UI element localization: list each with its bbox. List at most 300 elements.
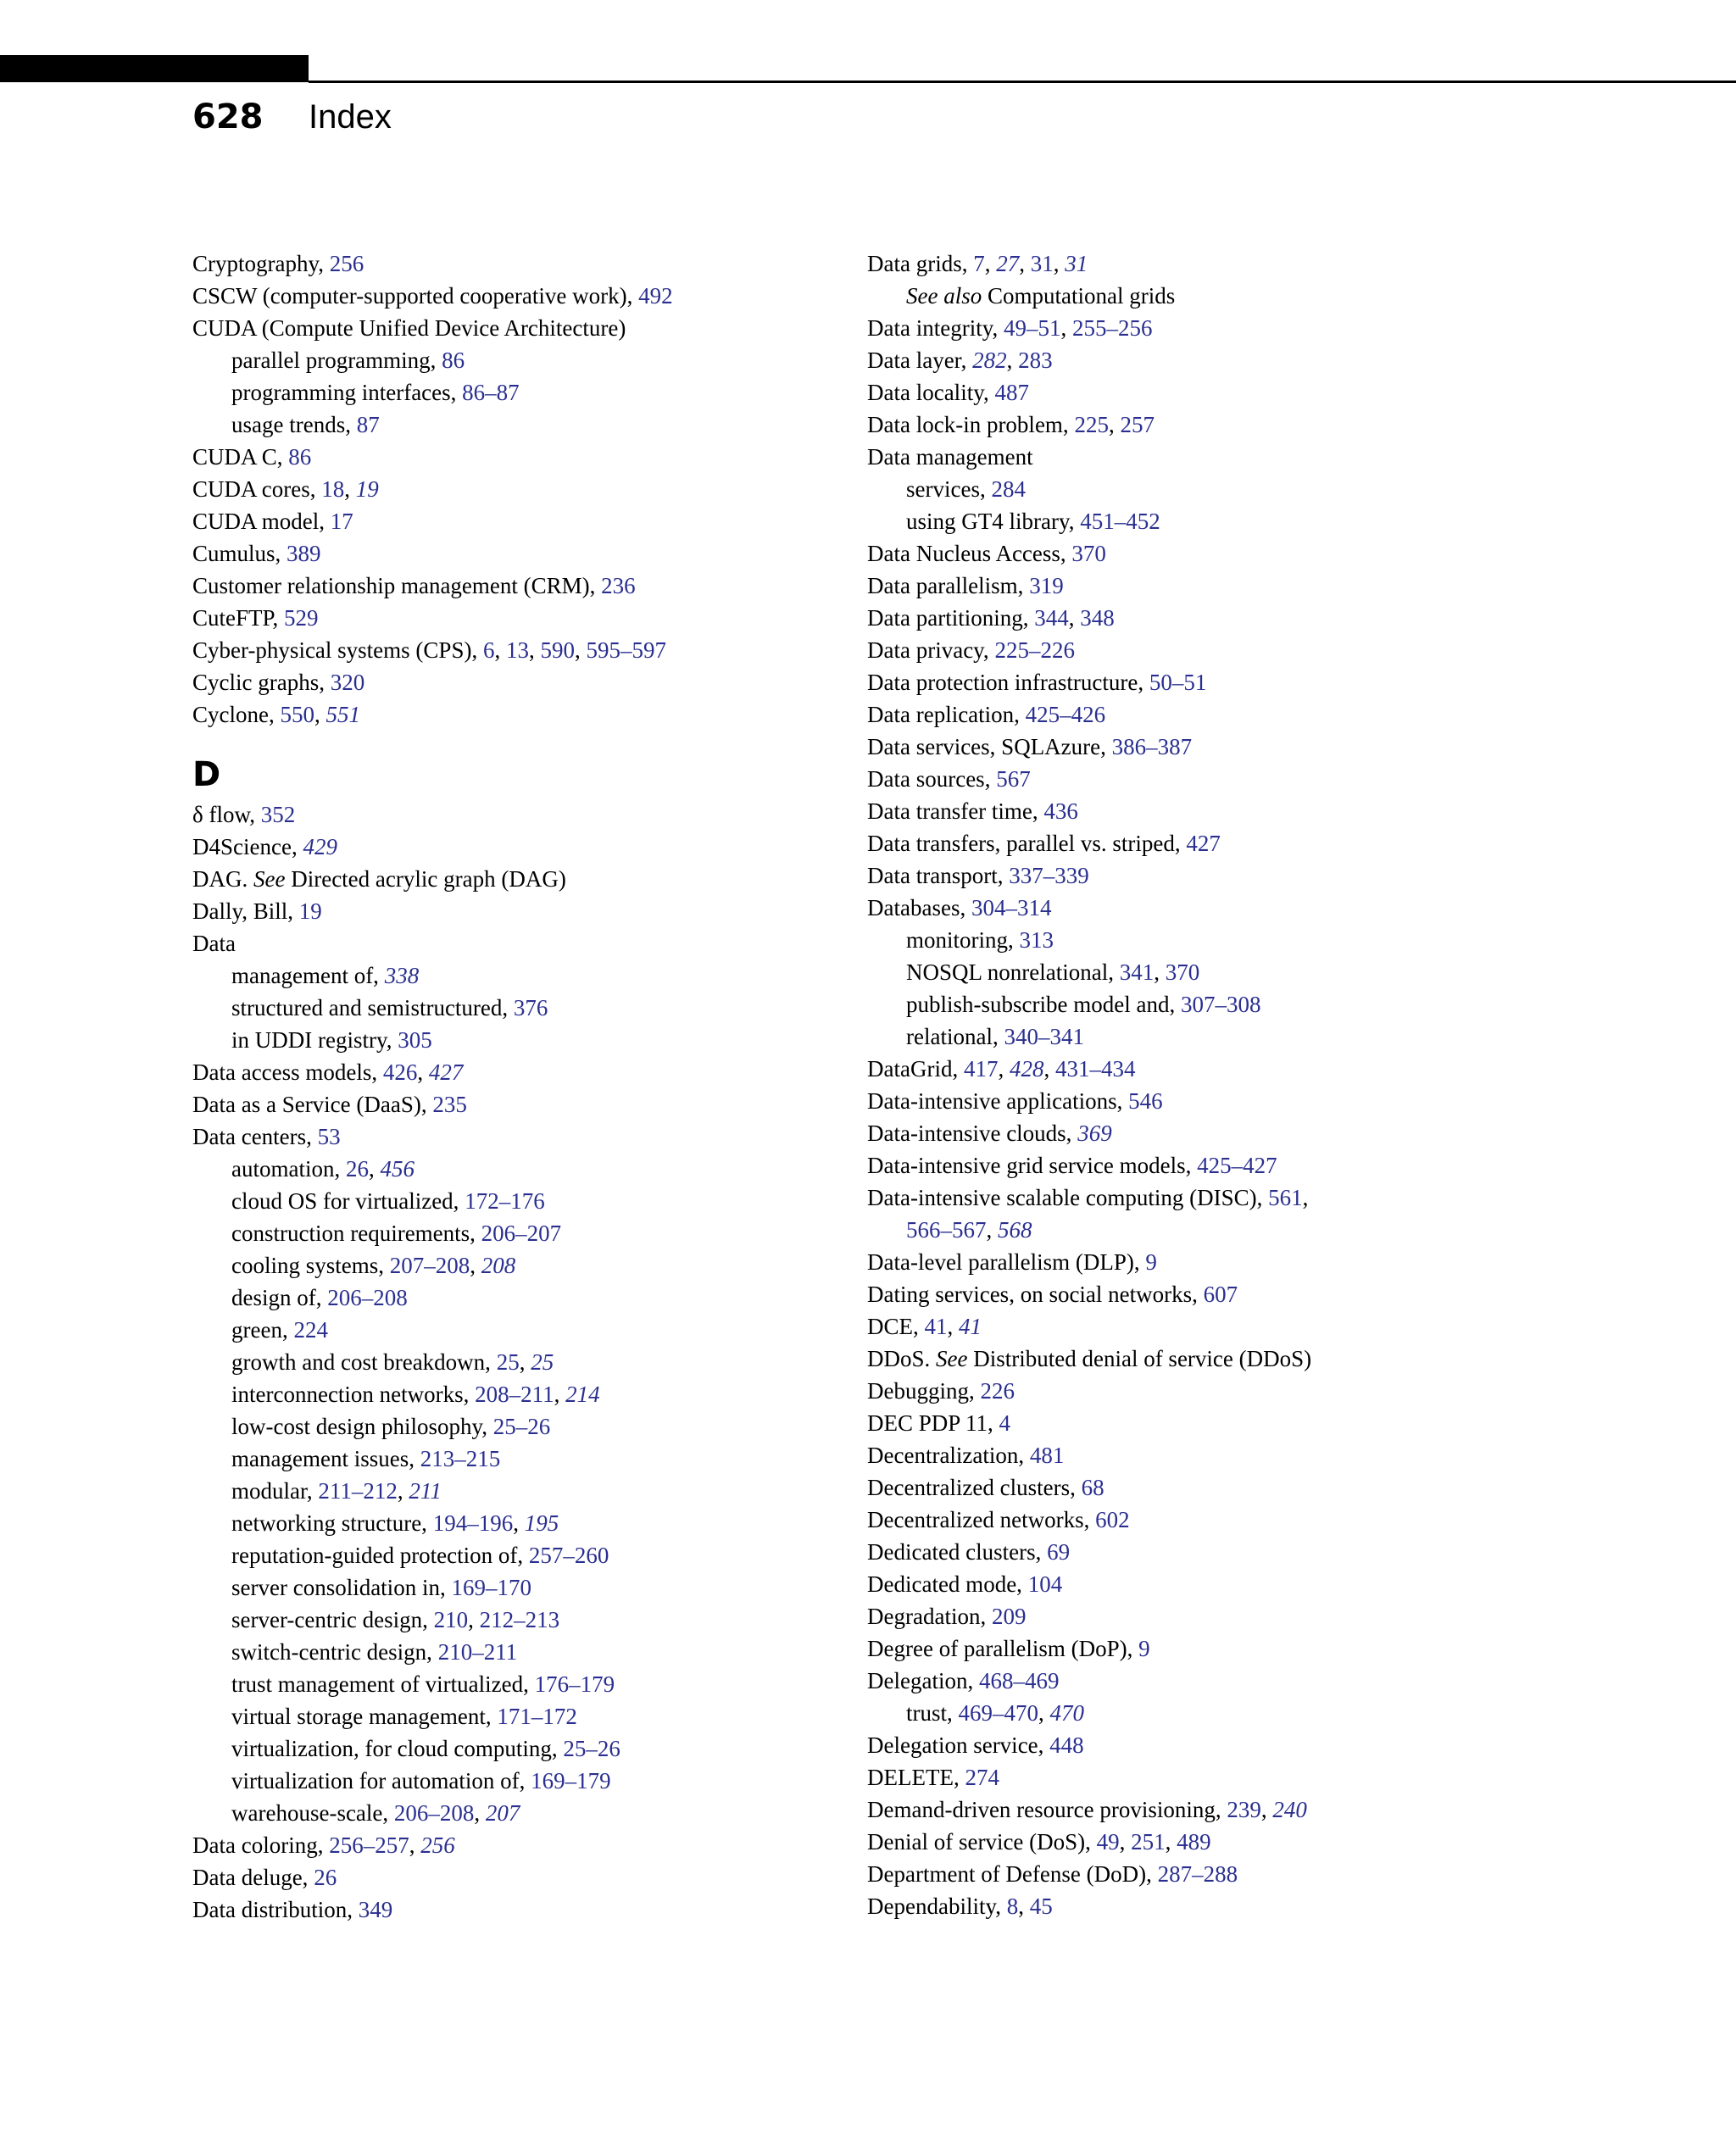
page-reference-link[interactable]: 602 <box>1095 1507 1130 1532</box>
index-entry <box>867 827 1562 859</box>
index-subentry <box>192 1636 845 1668</box>
page-reference-link[interactable]: 226 <box>980 1378 1015 1404</box>
page-reference-link[interactable]: 169–170 <box>451 1575 531 1600</box>
entry-text: Data-intensive scalable computing (DISC), <box>867 1185 1269 1210</box>
page-reference-link[interactable]: 26 <box>314 1865 337 1890</box>
index-entry <box>192 1088 845 1121</box>
entry-text: NOSQL nonrelational, <box>906 959 1120 985</box>
index-entry <box>192 602 845 634</box>
index-entry <box>192 505 845 537</box>
entry-text: modular, <box>231 1478 319 1504</box>
header-rule <box>309 81 1736 83</box>
entry-text: Data layer, <box>867 348 973 373</box>
page-reference-link[interactable]: 31 <box>1030 251 1054 276</box>
entry-text: Data deluge, <box>192 1865 314 1890</box>
index-entry <box>867 1214 1562 1246</box>
page-reference-link[interactable]: 45 <box>1029 1894 1053 1919</box>
index-subentry <box>192 1443 845 1475</box>
entry-text: management issues, <box>231 1446 420 1471</box>
entry-text: , <box>1019 251 1031 276</box>
page-reference-link[interactable]: 257–260 <box>528 1543 609 1568</box>
index-subentry <box>192 1024 845 1056</box>
entry-text: Computational grids <box>982 283 1176 309</box>
page-reference-link[interactable]: 224 <box>293 1317 328 1343</box>
index-entry <box>192 537 845 570</box>
page-reference-link[interactable]: 104 <box>1027 1571 1063 1597</box>
index-entry <box>867 1858 1562 1890</box>
page-reference-link[interactable]: 489 <box>1177 1829 1211 1855</box>
page-reference-link[interactable]: 352 <box>260 802 296 827</box>
page-reference-link[interactable]: 8 <box>1006 1894 1019 1919</box>
entry-text: management of, <box>231 963 385 988</box>
page-reference-link[interactable]: 529 <box>284 605 319 631</box>
entry-text: warehouse-scale, <box>231 1800 394 1826</box>
page-reference-link[interactable]: 239 <box>1227 1797 1261 1822</box>
page-reference-link[interactable]: 240 <box>1272 1797 1307 1822</box>
entry-text: , <box>1068 605 1081 631</box>
header-bar <box>0 55 309 82</box>
index-entry <box>192 441 845 473</box>
page-reference-link[interactable]: 551 <box>326 702 360 727</box>
entry-text: structured and semistructured, <box>231 995 514 1020</box>
index-entry <box>867 1826 1562 1858</box>
page-reference-link[interactable]: 53 <box>317 1124 341 1149</box>
page-reference-link[interactable]: 209 <box>991 1604 1027 1629</box>
entry-text: Delegation, <box>867 1668 979 1693</box>
index-entry <box>867 1504 1562 1536</box>
entry-text: Data partitioning, <box>867 605 1035 631</box>
index-subentry <box>192 1346 845 1378</box>
page-reference-link[interactable]: 255–256 <box>1071 315 1153 341</box>
page-reference-link[interactable]: 206–208 <box>327 1285 408 1310</box>
entry-text: , <box>1165 1829 1177 1855</box>
entry-text: trust, <box>906 1700 959 1726</box>
page-reference-link[interactable]: 319 <box>1029 573 1064 598</box>
index-subentry <box>192 1217 845 1249</box>
entry-text: CUDA model, <box>192 509 331 534</box>
page-reference-link[interactable]: 207 <box>485 1800 520 1826</box>
page-reference-link[interactable]: 427 <box>428 1059 464 1085</box>
index-subentry <box>192 1604 845 1636</box>
entry-text: , <box>986 1217 998 1243</box>
page-reference-link[interactable]: 274 <box>965 1765 999 1790</box>
index-entry <box>867 409 1562 441</box>
index-entry <box>192 570 845 602</box>
page-reference-link[interactable]: 607 <box>1203 1282 1238 1307</box>
page-reference-link[interactable]: 568 <box>998 1217 1032 1243</box>
page-reference-link[interactable]: 50–51 <box>1149 670 1207 695</box>
index-entry <box>867 1471 1562 1504</box>
page-reference-link[interactable]: 206–208 <box>393 1800 475 1826</box>
page-reference-link[interactable]: 417 <box>963 1056 999 1082</box>
index-subentry <box>192 1700 845 1732</box>
entry-text: DELETE, <box>867 1765 965 1790</box>
page-reference-link[interactable]: 370 <box>1165 959 1200 985</box>
index-entry <box>867 1536 1562 1568</box>
entry-text: , <box>417 1059 429 1085</box>
entry-text: Data coloring, <box>192 1832 330 1858</box>
page-reference-link[interactable]: 313 <box>1019 927 1054 953</box>
index-entry <box>192 1861 845 1894</box>
entry-text: Cyber-physical systems (CPS), <box>192 637 483 663</box>
page-reference-link[interactable]: 386–387 <box>1111 734 1193 759</box>
page-reference-link[interactable]: 429 <box>303 834 337 859</box>
page-reference-link[interactable]: 18 <box>321 476 345 502</box>
page-reference-link[interactable]: 566–567 <box>906 1217 987 1243</box>
entry-text: , <box>1006 348 1019 373</box>
page-reference-link[interactable]: 428 <box>1009 1056 1044 1082</box>
entry-text: Debugging, <box>867 1378 981 1404</box>
index-entry <box>867 312 1562 344</box>
page-reference-link[interactable]: 6 <box>482 637 495 663</box>
entry-text: , <box>1119 1829 1132 1855</box>
index-entry <box>192 473 845 505</box>
index-entry <box>867 731 1562 763</box>
entry-text: cooling systems, <box>231 1253 390 1278</box>
index-entry <box>867 1182 1562 1214</box>
page-reference-link[interactable]: 287–288 <box>1157 1861 1238 1887</box>
entry-text: Data-intensive applications, <box>867 1088 1129 1114</box>
entry-text: green, <box>231 1317 294 1343</box>
page-reference-link[interactable]: 469–470 <box>958 1700 1039 1726</box>
page-reference-link[interactable]: 41 <box>924 1314 948 1339</box>
entry-text: Decentralization, <box>867 1443 1030 1468</box>
entry-text: , <box>344 476 356 502</box>
page-reference-link[interactable]: 492 <box>638 283 673 309</box>
page-reference-link[interactable]: 256–257 <box>329 1832 409 1858</box>
page-reference-link[interactable]: 251 <box>1131 1829 1166 1855</box>
entry-text: Data transfer time, <box>867 798 1044 824</box>
index-entry <box>867 376 1562 409</box>
index-subentry <box>192 992 845 1024</box>
page-reference-link[interactable]: 320 <box>330 670 365 695</box>
index-subentry <box>192 1410 845 1443</box>
page-reference-link[interactable]: 169–179 <box>531 1768 611 1793</box>
page-reference-link[interactable]: 195 <box>524 1510 559 1536</box>
entry-text: , <box>947 1314 959 1339</box>
index-entry <box>867 1439 1562 1471</box>
page-reference-link[interactable]: 172–176 <box>465 1188 545 1214</box>
entry-text: low-cost design philosophy, <box>231 1414 493 1439</box>
index-entry <box>867 1085 1562 1117</box>
page-reference-link[interactable]: 208–211 <box>475 1382 554 1407</box>
entry-text: , <box>984 251 997 276</box>
entry-text: parallel programming, <box>231 348 442 373</box>
entry-text: Dedicated clusters, <box>867 1539 1048 1565</box>
page-reference-link[interactable]: 481 <box>1029 1443 1065 1468</box>
entry-text: , <box>1108 412 1121 437</box>
page-reference-link[interactable]: 26 <box>345 1156 369 1182</box>
page-reference-link[interactable]: 236 <box>601 573 636 598</box>
page-reference-link[interactable]: 451–452 <box>1080 509 1160 534</box>
page-reference-link[interactable]: 25 <box>496 1349 520 1375</box>
entry-text: Degradation, <box>867 1604 992 1629</box>
page-reference-link[interactable]: 25 <box>531 1349 554 1375</box>
index-entry <box>192 312 845 344</box>
entry-text: , <box>1060 315 1072 341</box>
page-reference-link[interactable]: 171–172 <box>497 1704 577 1729</box>
page-reference-link[interactable]: 86–87 <box>462 380 520 405</box>
entry-text: , <box>1038 1700 1050 1726</box>
index-subentry <box>867 988 1562 1020</box>
page-reference-link[interactable]: 210–211 <box>437 1639 518 1665</box>
index-entry <box>192 1894 845 1926</box>
page-reference-link[interactable]: 307–308 <box>1180 992 1261 1017</box>
entry-text: Data integrity, <box>867 315 1004 341</box>
entry-text: , <box>528 637 541 663</box>
page-reference-link[interactable]: 210 <box>433 1607 469 1632</box>
page-reference-link[interactable]: 340–341 <box>1004 1024 1084 1049</box>
entry-text: D4Science, <box>192 834 303 859</box>
page-reference-link[interactable]: 87 <box>356 412 380 437</box>
index-entry <box>867 1117 1562 1149</box>
entry-text: virtualization for automation of, <box>231 1768 531 1793</box>
index-entry <box>192 863 845 895</box>
page-reference-link[interactable]: 338 <box>384 963 420 988</box>
page-reference-link[interactable]: 426 <box>382 1059 418 1085</box>
page-reference-link[interactable]: 348 <box>1080 605 1115 631</box>
entry-text: Data transport, <box>867 863 1010 888</box>
index-entry <box>192 1121 845 1153</box>
index-entry <box>867 1761 1562 1793</box>
entry-text: , <box>1043 1056 1055 1082</box>
index-entry <box>867 666 1562 698</box>
page-reference-link[interactable]: 282 <box>972 348 1007 373</box>
page-reference-link[interactable]: 431–434 <box>1054 1056 1136 1082</box>
page-reference-link[interactable]: 550 <box>280 702 314 727</box>
entry-text: Cryptography, <box>192 251 330 276</box>
index-column-left <box>192 247 845 1926</box>
page-reference-link[interactable]: 448 <box>1049 1732 1084 1758</box>
entry-text: using GT4 library, <box>906 509 1081 534</box>
page-reference-link[interactable]: 27 <box>996 251 1020 276</box>
page-reference-link[interactable]: 283 <box>1018 348 1053 373</box>
page-reference-link[interactable]: 456 <box>380 1156 415 1182</box>
entry-text: Data locality, <box>867 380 995 405</box>
index-entry <box>867 1246 1562 1278</box>
index-subentry <box>867 1697 1562 1729</box>
entry-text: DAG. <box>192 866 253 892</box>
page-reference-link[interactable]: 425–427 <box>1197 1153 1277 1178</box>
entry-text: server consolidation in, <box>231 1575 452 1600</box>
entry-text: virtualization, for cloud computing, <box>231 1736 564 1761</box>
entry-text: switch-centric design, <box>231 1639 438 1665</box>
index-entry <box>192 927 845 959</box>
index-entry <box>867 859 1562 892</box>
page-reference-link[interactable]: 211 <box>409 1478 442 1504</box>
page-reference-link[interactable]: 389 <box>287 541 321 566</box>
page-reference-link[interactable]: 344 <box>1034 605 1069 631</box>
index-subentry <box>192 1507 845 1539</box>
index-entry <box>192 831 845 863</box>
entry-text: Data-intensive grid service models, <box>867 1153 1198 1178</box>
page-reference-link[interactable]: 7 <box>973 251 985 276</box>
page-reference-link[interactable]: 211–212 <box>318 1478 398 1504</box>
page-reference-link[interactable]: 470 <box>1049 1700 1085 1726</box>
entry-text: CSCW (computer-supported cooperative work), <box>192 283 639 309</box>
page-reference-link[interactable]: 86 <box>442 348 465 373</box>
page-reference-link[interactable]: 370 <box>1071 541 1106 566</box>
page-reference-link[interactable]: 41 <box>959 1314 982 1339</box>
entry-text: Cyclic graphs, <box>192 670 331 695</box>
page-reference-link[interactable]: 376 <box>513 995 548 1020</box>
index-subentry <box>192 1765 845 1797</box>
index-entry <box>867 1600 1562 1632</box>
entry-text: Data parallelism, <box>867 573 1030 598</box>
page-reference-link[interactable]: 256 <box>329 251 364 276</box>
entry-text: See <box>253 866 286 892</box>
page-reference-link[interactable]: 256 <box>420 1832 455 1858</box>
entry-text: Databases, <box>867 895 971 920</box>
page-reference-link[interactable]: 567 <box>996 766 1031 792</box>
entry-text: DDoS. <box>867 1346 937 1371</box>
entry-text: D <box>192 755 221 794</box>
entry-text: Department of Defense (DoD), <box>867 1861 1158 1887</box>
index-subentry <box>192 1668 845 1700</box>
entry-text: Data <box>192 931 236 956</box>
page-reference-link[interactable]: 369 <box>1077 1121 1112 1146</box>
index-entry <box>192 634 845 666</box>
page-reference-link[interactable]: 349 <box>358 1897 393 1922</box>
index-subentry <box>192 1732 845 1765</box>
entry-text: Data lock-in problem, <box>867 412 1075 437</box>
entry-text: , <box>409 1832 421 1858</box>
index-entry <box>867 247 1562 280</box>
index-subentry <box>192 1475 845 1507</box>
index-entry <box>867 763 1562 795</box>
page-reference-link[interactable]: 257 <box>1120 412 1155 437</box>
index-entry <box>867 1729 1562 1761</box>
entry-text: , <box>474 1800 486 1826</box>
page-reference-link[interactable]: 546 <box>1128 1088 1163 1114</box>
entry-text: Data centers, <box>192 1124 318 1149</box>
page-reference-link[interactable]: 86 <box>288 444 312 470</box>
page-reference-link[interactable]: 284 <box>991 476 1026 502</box>
page-reference-link[interactable]: 305 <box>398 1027 432 1053</box>
entry-text: Data-level parallelism (DLP), <box>867 1249 1146 1275</box>
page-reference-link[interactable]: 235 <box>432 1092 467 1117</box>
entry-text: design of, <box>231 1285 328 1310</box>
page-reference-link[interactable]: 19 <box>355 476 379 502</box>
index-subentry <box>192 376 845 409</box>
index-subentry <box>867 473 1562 505</box>
entry-text: Decentralized clusters, <box>867 1475 1082 1500</box>
page-reference-link[interactable]: 9 <box>1138 1636 1150 1661</box>
page-reference-link[interactable]: 68 <box>1081 1475 1104 1500</box>
entry-text: publish-subscribe model and, <box>906 992 1181 1017</box>
index-entry <box>867 1310 1562 1343</box>
page-reference-link[interactable]: 207–208 <box>389 1253 470 1278</box>
entry-text: Data services, SQLAzure, <box>867 734 1112 759</box>
entry-text: trust management of virtualized, <box>231 1671 535 1697</box>
page-number: 628 <box>192 97 264 136</box>
page-reference-link[interactable]: 341 <box>1119 959 1155 985</box>
index-entry <box>867 795 1562 827</box>
page-reference-link[interactable]: 561 <box>1268 1185 1303 1210</box>
entry-text: , <box>494 637 506 663</box>
page-reference-link[interactable]: 595–597 <box>586 637 666 663</box>
entry-text: Customer relationship management (CRM), <box>192 573 602 598</box>
index-subentry <box>192 344 845 376</box>
entry-text: , <box>513 1510 525 1536</box>
page-reference-link[interactable]: 436 <box>1043 798 1078 824</box>
entry-text: Data access models, <box>192 1059 383 1085</box>
page-reference-link[interactable]: 13 <box>505 637 529 663</box>
page-reference-link[interactable]: 31 <box>1065 251 1088 276</box>
page-reference-link[interactable]: 214 <box>565 1382 600 1407</box>
index-entry <box>867 570 1562 602</box>
entry-text: , <box>1018 1894 1030 1919</box>
entry-text: virtual storage management, <box>231 1704 498 1729</box>
index-entry <box>867 698 1562 731</box>
page-reference-link[interactable]: 225 <box>1074 412 1109 437</box>
entry-text: Cumulus, <box>192 541 287 566</box>
page-reference-link[interactable]: 225–226 <box>994 637 1075 663</box>
page-reference-link[interactable]: 427 <box>1186 831 1221 856</box>
entry-text: relational, <box>906 1024 1004 1049</box>
entry-text: Dedicated mode, <box>867 1571 1028 1597</box>
index-entry <box>192 698 845 731</box>
page-reference-link[interactable]: 49–51 <box>1003 315 1061 341</box>
index-subentry <box>867 956 1562 988</box>
page-reference-link[interactable]: 176–179 <box>534 1671 615 1697</box>
entry-text: Denial of service (DoS), <box>867 1829 1097 1855</box>
page-reference-link[interactable]: 206–207 <box>481 1221 562 1246</box>
page-reference-link[interactable]: 304–314 <box>971 895 1052 920</box>
page-reference-link[interactable]: 468–469 <box>978 1668 1060 1693</box>
entry-text: CuteFTP, <box>192 605 285 631</box>
index-entry <box>867 1890 1562 1922</box>
page-reference-link[interactable]: 208 <box>481 1253 516 1278</box>
page-reference-link[interactable]: 194–196 <box>432 1510 514 1536</box>
entry-text: , <box>368 1156 381 1182</box>
page-reference-link[interactable]: 49 <box>1096 1829 1120 1855</box>
page-reference-link[interactable]: 213–215 <box>420 1446 501 1471</box>
page-reference-link[interactable]: 17 <box>330 509 353 534</box>
index-subentry <box>867 280 1562 312</box>
page-reference-link[interactable]: 69 <box>1047 1539 1071 1565</box>
entry-text: , <box>1053 251 1066 276</box>
entry-text: Demand-driven resource provisioning, <box>867 1797 1227 1822</box>
entry-text: , <box>1260 1797 1273 1822</box>
entry-text: usage trends, <box>231 412 357 437</box>
index-entry <box>867 1632 1562 1665</box>
page-reference-link[interactable]: 25–26 <box>492 1414 551 1439</box>
page-reference-link[interactable]: 337–339 <box>1009 863 1089 888</box>
entry-text: Delegation service, <box>867 1732 1050 1758</box>
index-subentry <box>192 1185 845 1217</box>
page-reference-link[interactable]: 4 <box>999 1410 1011 1436</box>
page-reference-link[interactable]: 487 <box>994 380 1029 405</box>
index-entry <box>867 634 1562 666</box>
entry-text: , <box>314 702 326 727</box>
page-reference-link[interactable]: 19 <box>298 898 322 924</box>
entry-text: Dating services, on social networks, <box>867 1282 1204 1307</box>
index-subentry <box>192 1797 845 1829</box>
index-entry <box>192 280 845 312</box>
entry-text: DCE, <box>867 1314 925 1339</box>
page-reference-link[interactable]: 590 <box>540 637 575 663</box>
index-entry <box>867 1149 1562 1182</box>
page-reference-link[interactable]: 425–426 <box>1025 702 1106 727</box>
entry-text: services, <box>906 476 992 502</box>
page-reference-link[interactable]: 25–26 <box>563 1736 620 1761</box>
page-reference-link[interactable]: 212–213 <box>479 1607 560 1632</box>
index-entry <box>867 892 1562 924</box>
entry-text: δ flow, <box>192 802 261 827</box>
entry-text: Distributed denial of service (DDoS) <box>967 1346 1312 1371</box>
page-reference-link[interactable]: 9 <box>1145 1249 1157 1275</box>
